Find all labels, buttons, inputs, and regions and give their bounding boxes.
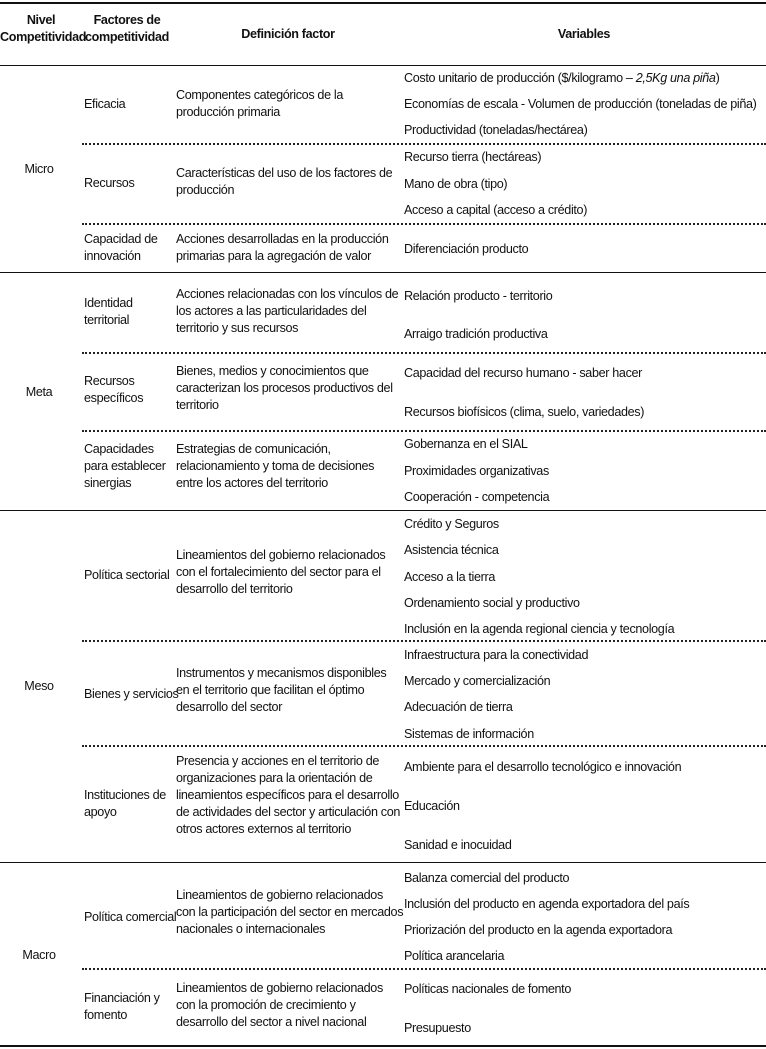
factor-separator (82, 430, 766, 432)
factor-name: Recursos específicos (84, 374, 144, 405)
level-label: Macro (22, 948, 56, 962)
factor-definition: Acciones relacionadas con los vínculos de los actores a las particularidades del territorio y sus recursos (176, 287, 399, 335)
factor-definition: Lineamientos del gobierno relacionados con el fortalecimiento del sector para el desarrollo del territorio (176, 548, 386, 596)
factor-separator (82, 223, 766, 225)
level-label: Micro (24, 162, 54, 176)
variable-item: Inclusión del producto en agenda exportadora del país (404, 897, 690, 911)
level-label: Meso (24, 679, 54, 693)
header-factores: Factores de competitividad (85, 13, 169, 44)
header-bottom-rule (0, 65, 766, 66)
variable-item: Recurso tierra (hectáreas) (404, 150, 542, 164)
variable-item: Economías de escala - Volumen de producción (toneladas de piña) (404, 97, 757, 111)
factor-name: Bienes y servicios (84, 687, 179, 701)
factor-name: Capacidad de innovación (84, 232, 158, 263)
variable-item: Capacidad del recurso humano - saber hacer (404, 366, 643, 380)
variable-item: Priorización del producto en la agenda exportadora (404, 923, 673, 937)
level-label: Meta (25, 385, 53, 399)
table-top-rule (0, 2, 766, 4)
factor-name: Capacidades para establecer sinergias (84, 442, 166, 490)
factor-name: Eficacia (84, 97, 126, 111)
variable-item: Adecuación de tierra (404, 700, 513, 714)
factor-definition: Lineamientos de gobierno relacionados con la participación del sector en mercados nacionales o internacionales (176, 888, 404, 936)
variable-item: Relación producto - territorio (404, 289, 553, 303)
variable-item: Presupuesto (404, 1021, 471, 1035)
factor-name: Política sectorial (84, 568, 170, 582)
factor-definition: Estrategias de comunicación, relacionamiento y toma de decisiones entre los actores del territorio (176, 442, 375, 490)
variable-item: Ambiente para el desarrollo tecnológico e innovación (404, 760, 682, 774)
variable-item: Políticas nacionales de fomento (404, 982, 571, 996)
factor-definition: Lineamientos de gobierno relacionados con la promoción de crecimiento y desarrollo del sector a nivel nacional (176, 981, 383, 1029)
level-separator-meso-macro (0, 862, 766, 863)
variable-item: Infraestructura para la conectividad (404, 648, 589, 662)
header-nivel: Nivel Competitividad (0, 13, 87, 44)
variable-item: Balanza comercial del producto (404, 871, 570, 885)
factor-separator (82, 968, 766, 970)
variable-item: Sanidad e inocuidad (404, 838, 512, 852)
variable-item: Proximidades organizativas (404, 464, 549, 478)
factor-separator (82, 352, 766, 354)
variable-item: Ordenamiento social y productivo (404, 596, 580, 610)
variable-item: Productividad (toneladas/hectárea) (404, 123, 588, 137)
factor-definition: Características del uso de los factores de producción (176, 166, 393, 197)
variable-item: Política arancelaria (404, 949, 505, 963)
header-definicion: Definición factor (241, 27, 335, 41)
factor-separator (82, 143, 766, 145)
level-separator-meta-meso (0, 510, 766, 511)
factor-definition: Instrumentos y mecanismos disponibles en el territorio que facilitan el óptimo desarrollo del sector (176, 666, 387, 714)
variable-item: Sistemas de información (404, 727, 534, 741)
variable-item: Mano de obra (tipo) (404, 177, 508, 191)
variable-item: Diferenciación producto (404, 242, 529, 256)
variable-item: Arraigo tradición productiva (404, 327, 548, 341)
variable-item: Inclusión en la agenda regional ciencia y tecnología (404, 622, 675, 636)
header-variables: Variables (557, 27, 611, 41)
factor-separator (82, 745, 766, 747)
variable-item: Gobernanza en el SIAL (404, 437, 528, 451)
factor-name: Instituciones de apoyo (84, 788, 166, 819)
factor-name: Recursos (84, 176, 135, 190)
factor-definition: Componentes categóricos de la producción primaria (176, 88, 343, 119)
factor-separator (82, 640, 766, 642)
variable-item: Recursos biofísicos (clima, suelo, variedades) (404, 405, 645, 419)
factor-name: Identidad territorial (84, 296, 133, 327)
variable-item: Cooperación - competencia (404, 490, 550, 504)
level-separator-micro-meta (0, 272, 766, 273)
variable-item: Educación (404, 799, 460, 813)
factor-definition: Acciones desarrolladas en la producción primarias para la agregación de valor (176, 232, 389, 263)
factor-definition: Presencia y acciones en el territorio de organizaciones para la orientación de lineamientos específicos para el desarrollo de actividades del sector y articulación con otros actores externos al territorio (176, 754, 401, 836)
factor-name: Política comercial (84, 910, 177, 924)
variable-item: Acceso a capital (acceso a crédito) (404, 203, 588, 217)
variable-item: Mercado y comercialización (404, 674, 551, 688)
variable-item: Asistencia técnica (404, 543, 499, 557)
variable-item: Acceso a la tierra (404, 570, 495, 584)
factor-name: Financiación y fomento (84, 991, 160, 1022)
variable-item: Costo unitario de producción ($/kilogramo – 2,5Kg una piña) (404, 71, 720, 85)
variable-item: Crédito y Seguros (404, 517, 499, 531)
factor-definition: Bienes, medios y conocimientos que caracterizan los procesos productivos del territorio (176, 364, 393, 412)
table-bottom-rule (0, 1045, 766, 1047)
